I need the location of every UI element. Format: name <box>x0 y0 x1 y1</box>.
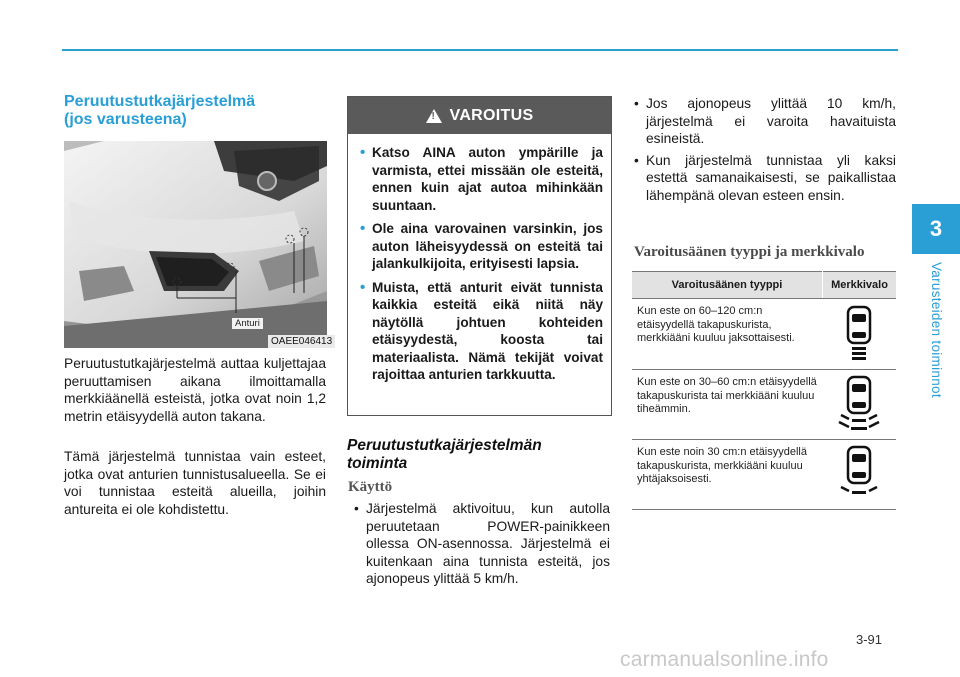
header-rule <box>62 49 898 51</box>
rear-bumper-photo <box>64 141 327 348</box>
warning-item: • Muista, että anturit eivät tunnista kaikkia esteitä eikä niitä näy näytöllä johtuen kohteiden etäisyydestä, koosta tai materiaalista. Nämä tekijät voivat rajoittaa anturien tarkkuutta. <box>362 279 603 384</box>
table-cell-text: Kun este on 30–60 cm:n etäisyydellä takapuskurista tai merkkiääni kuuluu tiheämmin. <box>632 370 823 440</box>
section-title-line-1: Peruutustutkajärjestelmä <box>64 93 256 110</box>
table-header-sound: Varoitusäänen tyyppi <box>632 272 823 299</box>
table-header-row <box>632 272 896 299</box>
rear-bumper-illustration <box>64 141 327 348</box>
chapter-tab[interactable] <box>912 204 960 254</box>
usage-list-right <box>632 95 896 208</box>
watermark: carmanualsonline.info <box>620 648 829 671</box>
image-code: OAEE046413 <box>268 335 335 348</box>
warning-item: • Katso AINA auton ympärille ja varmista, ettei missään ole esteitä, ennen kuin ajat autoa mihinkään suuntaan. <box>362 144 603 214</box>
usage-bullet: • Kun järjestelmä tunnistaa yli kaksi estettä samanaikaisesti, se paikallistaa lähempänä olevan esteen ensin. <box>632 152 896 205</box>
warning-sound-table <box>632 271 896 510</box>
section-title-line-2: (jos varusteena) <box>64 111 187 128</box>
warning-item: • Ole aina varovainen varsinkin, jos auton läheisyydessä on esteitä tai jalankulkijoita, erityisesti lapsia. <box>362 220 603 273</box>
usage-bullet: • Järjestelmä aktivoituu, kun autolla peruutetaan POWER-painikkeen ollessa ON-asennossa. Järjestelmä ei kuitenkaan aina tunnista esteitä, jos ajonopeus ylittää 5 km/h. <box>352 500 610 588</box>
warning-title: VAROITUS <box>449 106 534 124</box>
usage-bullet: • Jos ajonopeus ylittää 10 km/h, järjestelmä ei varoita havaituista esineistä. <box>632 95 896 148</box>
car-sensor-mid-icon <box>823 370 897 440</box>
usage-list-left <box>352 500 610 592</box>
table-header-indicator: Merkkivalo <box>823 272 897 299</box>
car-sensor-near-icon <box>823 440 897 510</box>
page-number: 3-91 <box>856 632 883 647</box>
operation-heading-line-1: Peruutustutkajärjestelmän <box>347 437 542 454</box>
usage-heading: Käyttö <box>348 479 393 495</box>
warning-triangle-icon <box>426 109 442 123</box>
warning-box <box>347 96 612 416</box>
table-row <box>632 440 896 510</box>
section-title <box>64 93 324 129</box>
detection-paragraph: Tämä järjestelmä tunnistaa vain esteet, jotka ovat anturien tunnistusalueella. Se ei voi tunnistaa esteitä alueilla, joihin antureita ei ole kohdistettu. <box>64 449 326 517</box>
chapter-number: 3 <box>929 216 943 241</box>
sensor-label: Anturi <box>232 318 263 329</box>
intro-paragraph: Peruutustutkajärjestelmä auttaa kuljettajaa peruuttamisen aikana ilmoittamalla merkkiäänellä esteistä, jotka ovat noin 1,2 metrin etäisyydellä auton takana. <box>64 356 326 424</box>
table-heading: Varoitusäänen tyyppi ja merkkivalo <box>634 244 865 260</box>
chapter-title: Varusteiden toiminnot <box>929 262 944 398</box>
table-row <box>632 370 896 440</box>
table-cell-text: Kun este noin 30 cm:n etäisyydellä takapuskurista, merkkiääni kuuluu yhtäjaksoisesti. <box>632 440 823 510</box>
operation-heading <box>347 437 610 473</box>
table-row <box>632 299 896 370</box>
car-sensor-far-icon <box>823 299 897 370</box>
table-cell-text: Kun este on 60–120 cm:n etäisyydellä takapuskurista, merkkiääni kuuluu jaksottaisesti. <box>632 299 823 370</box>
operation-heading-line-2: toiminta <box>347 455 408 472</box>
warning-header <box>348 97 611 134</box>
chapter-title-vertical <box>913 262 959 422</box>
warning-list <box>348 134 611 384</box>
